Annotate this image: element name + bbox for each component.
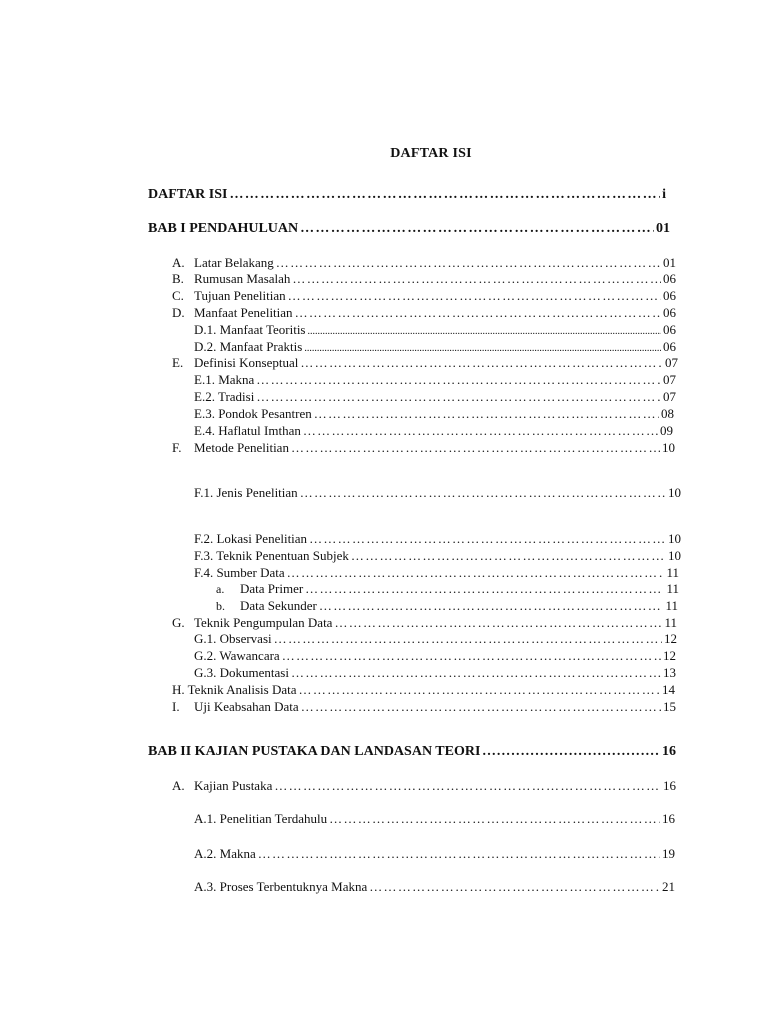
toc-label: E.4. Haflatul Imthan <box>194 423 301 438</box>
toc-entry <box>194 406 674 422</box>
toc-entry <box>172 682 675 698</box>
page-title: DAFTAR ISI <box>390 146 472 161</box>
toc-entry <box>172 305 676 321</box>
toc-label: Metode Penelitian <box>194 440 289 455</box>
toc-label: Manfaat Penelitian <box>194 305 293 320</box>
toc-entry <box>194 372 676 388</box>
toc-entry <box>194 322 676 338</box>
toc-entry <box>172 778 676 794</box>
toc-page-number: 15 <box>663 699 676 714</box>
dot-leader <box>303 423 658 439</box>
toc-entry <box>194 423 673 439</box>
dot-leader <box>329 811 660 827</box>
toc-label: H. Teknik Analisis Data <box>172 682 297 697</box>
toc-page-number: 19 <box>662 846 675 861</box>
dot-leader <box>300 485 666 501</box>
toc-label: G.3. Dokumentasi <box>194 665 289 680</box>
toc-page-number: 01 <box>656 221 670 236</box>
toc-page-number: 06 <box>663 322 676 337</box>
toc-heading-bab-1 <box>148 220 670 238</box>
toc-marker: G. <box>172 615 185 630</box>
toc-label: G.1. Observasi <box>194 631 272 646</box>
dot-leader <box>314 406 659 422</box>
toc-page-number: 06 <box>663 305 676 320</box>
toc-page-number: 07 <box>665 355 678 370</box>
toc-marker: B. <box>172 271 184 286</box>
dot-leader <box>299 682 660 698</box>
toc-label: Teknik Pengumpulan Data <box>194 615 333 630</box>
toc-label: E.1. Makna <box>194 372 255 387</box>
toc-heading-bab-2 <box>148 743 676 761</box>
toc-label: G.2. Wawancara <box>194 648 280 663</box>
toc-entry <box>194 648 676 664</box>
toc-marker: b. <box>216 599 225 613</box>
toc-page-number: 16 <box>662 811 675 826</box>
dot-leader <box>291 440 660 456</box>
toc-entry <box>194 846 675 862</box>
toc-marker: D. <box>172 305 185 320</box>
dot-leader <box>256 372 661 388</box>
dot-leader <box>308 322 662 338</box>
toc-page-number: 01 <box>663 255 676 270</box>
toc-entry <box>172 288 676 304</box>
toc-entry <box>216 581 679 597</box>
toc-page-number: 12 <box>663 648 676 663</box>
dot-leader <box>295 305 661 321</box>
toc-page-number: 11 <box>666 581 679 596</box>
toc-page-number: 07 <box>663 372 676 387</box>
toc-marker: F. <box>172 440 182 455</box>
toc-page-number: 13 <box>663 665 676 680</box>
dot-leader <box>292 271 661 287</box>
dot-leader <box>274 778 661 794</box>
toc-page-number: 12 <box>664 631 677 646</box>
dot-leader <box>305 581 664 597</box>
toc-page-number: 07 <box>663 389 676 404</box>
toc-page-number: 10 <box>668 485 681 500</box>
toc-label: BAB I PENDAHULUAN <box>148 221 299 236</box>
toc-label: Tujuan Penelitian <box>194 288 286 303</box>
toc-label: E.3. Pondok Pesantren <box>194 406 312 421</box>
dot-leader <box>369 879 660 895</box>
dot-leader <box>304 339 661 355</box>
toc-entry <box>194 665 676 681</box>
dot-leader <box>482 743 660 761</box>
toc-page-number: 21 <box>662 879 675 894</box>
toc-label: Definisi Konseptual <box>194 355 299 370</box>
toc-label: E.2. Tradisi <box>194 389 255 404</box>
toc-entry <box>172 699 676 715</box>
toc-label: F.2. Lokasi Penelitian <box>194 531 308 546</box>
dot-leader <box>274 631 662 647</box>
toc-page-number: 14 <box>662 682 675 697</box>
toc-entry <box>194 565 679 581</box>
dot-leader <box>229 186 660 204</box>
dot-leader <box>291 665 661 681</box>
toc-page-number: 11 <box>664 615 677 630</box>
toc-label: Kajian Pustaka <box>194 778 273 793</box>
toc-marker: I. <box>172 699 180 714</box>
toc-page-number: 09 <box>660 423 673 438</box>
dot-leader <box>301 699 661 715</box>
dot-leader <box>309 531 666 547</box>
toc-page-number: 11 <box>666 565 679 580</box>
toc-entry <box>194 631 677 647</box>
dot-leader <box>288 288 661 304</box>
toc-label: F.4. Sumber Data <box>194 565 285 580</box>
toc-page-number: 10 <box>668 531 681 546</box>
dot-leader <box>276 255 661 271</box>
toc-label: D.1. Manfaat Teoritis <box>194 322 306 337</box>
toc-page-number: 16 <box>662 744 676 759</box>
toc-marker: A. <box>172 255 185 270</box>
toc-label: DAFTAR ISI <box>148 187 228 202</box>
toc-label: D.2. Manfaat Praktis <box>194 339 303 354</box>
toc-entry <box>172 271 676 287</box>
toc-page-number: 10 <box>668 548 681 563</box>
toc-entry <box>194 339 676 355</box>
dot-leader <box>334 615 662 631</box>
toc-entry <box>172 615 677 631</box>
toc-label: A.3. Proses Terbentuknya Makna <box>194 879 368 894</box>
dot-leader <box>287 565 665 581</box>
dot-leader <box>282 648 661 664</box>
toc-label: Uji Keabsahan Data <box>194 699 299 714</box>
toc-label: BAB II KAJIAN PUSTAKA DAN LANDASAN TEORI <box>148 744 481 759</box>
toc-label: Latar Belakang <box>194 255 274 270</box>
toc-label: Data Sekunder <box>240 598 317 613</box>
toc-marker: E. <box>172 355 184 370</box>
dot-leader <box>351 548 666 564</box>
toc-page-number: i <box>662 187 666 202</box>
toc-marker: a. <box>216 582 225 596</box>
toc-entry <box>194 548 681 564</box>
toc-page-number: 10 <box>662 440 675 455</box>
dot-leader <box>300 355 663 371</box>
toc-label: F.3. Teknik Penentuan Subjek <box>194 548 349 563</box>
toc-entry <box>172 440 675 456</box>
toc-label: F.1. Jenis Penelitian <box>194 485 298 500</box>
toc-label: A.1. Penelitian Terdahulu <box>194 811 328 826</box>
toc-page-number: 06 <box>663 339 676 354</box>
dot-leader <box>319 598 664 614</box>
toc-page-number: 06 <box>663 271 676 286</box>
toc-entry <box>172 255 676 271</box>
toc-label: A.2. Makna <box>194 846 256 861</box>
toc-label: Rumusan Masalah <box>194 271 291 286</box>
toc-entry <box>194 879 675 895</box>
dot-leader <box>300 220 654 238</box>
toc-heading-daftar-isi <box>148 186 666 204</box>
toc-page-number: 08 <box>661 406 674 421</box>
toc-entry <box>194 531 681 547</box>
toc-page-number: 11 <box>665 598 678 613</box>
toc-entry <box>172 355 678 371</box>
toc-marker: C. <box>172 288 184 303</box>
toc-entry <box>194 389 676 405</box>
toc-page-number: 06 <box>663 288 676 303</box>
dot-leader <box>256 389 661 405</box>
toc-label: Data Primer <box>240 581 304 596</box>
dot-leader <box>258 846 660 862</box>
toc-entry <box>194 485 681 501</box>
toc-page-number: 16 <box>663 778 676 793</box>
toc-entry <box>216 598 678 614</box>
toc-marker: A. <box>172 778 185 793</box>
toc-entry <box>194 811 675 827</box>
